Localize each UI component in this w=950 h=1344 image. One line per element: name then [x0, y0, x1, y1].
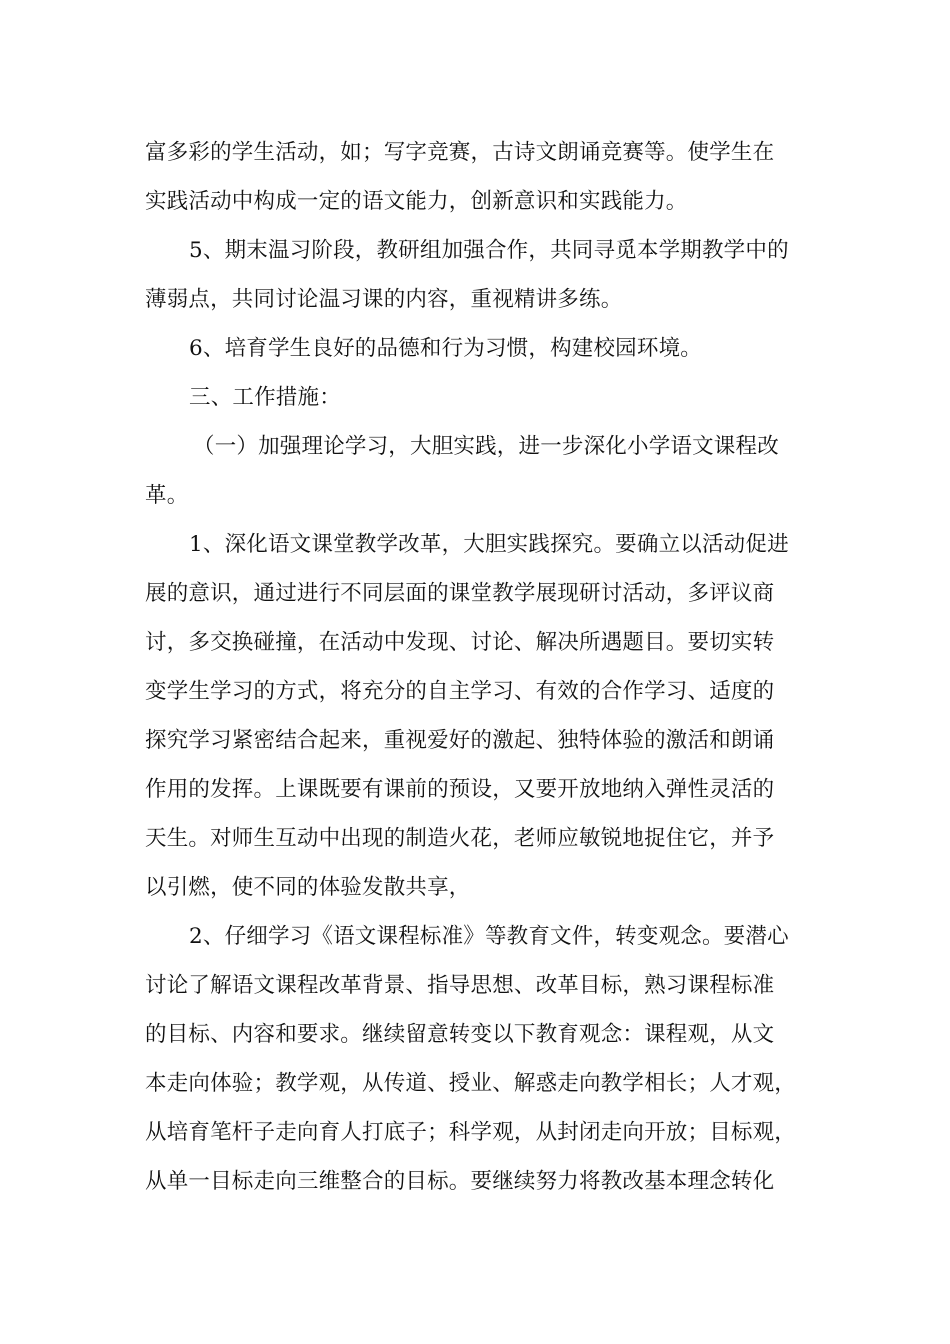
paragraph-line: 本走向体验；教学观，从传道、授业、解惑走向教学相长；人才观，: [145, 1071, 797, 1096]
paragraph-line: 讨，多交换碰撞，在活动中发现、讨论、解决所遇题目。要切实转: [145, 630, 775, 655]
paragraph-line: 从培育笔杆子走向育人打底子；科学观，从封闭走向开放；目标观，: [145, 1120, 797, 1145]
paragraph-line: 展的意识，通过进行不同层面的课堂教学展现研讨活动，多评议商: [145, 581, 775, 606]
paragraph-line: 薄弱点，共同讨论温习课的内容，重视精讲多练。: [145, 287, 623, 312]
paragraph-line: 天生。对师生互动中出现的制造火花，老师应敏锐地捉住它，并予: [145, 826, 775, 851]
paragraph-line: 从单一目标走向三维整合的目标。要继续努力将教改基本理念转化: [145, 1169, 775, 1194]
paragraph-line: 6、培育学生良好的品德和行为习惯，构建校园环境。: [189, 336, 702, 361]
document-body: [145, 128, 825, 1206]
section-heading: 三、工作措施：: [189, 385, 341, 410]
paragraph-line: 探究学习紧密结合起来，重视爱好的激起、独特体验的激活和朗诵: [145, 728, 775, 753]
paragraph-line: 富多彩的学生活动，如；写字竞赛，古诗文朗诵竞赛等。使学生在: [145, 140, 775, 165]
paragraph-line: 作用的发挥。上课既要有课前的预设，又要开放地纳入弹性灵活的: [145, 777, 775, 802]
paragraph-line: 变学生学习的方式，将充分的自主学习、有效的合作学习、适度的: [145, 679, 775, 704]
subsection-heading: （一）加强理论学习，大胆实践，进一步深化小学语文课程改: [193, 434, 779, 459]
paragraph-line: 革。: [145, 483, 189, 508]
paragraph-line: 的目标、内容和要求。继续留意转变以下教育观念：课程观，从文: [145, 1022, 775, 1047]
paragraph-line: 讨论了解语文课程改革背景、指导思想、改革目标，熟习课程标准: [145, 973, 775, 998]
paragraph-line: 以引燃，使不同的体验发散共享，: [145, 875, 471, 900]
paragraph-line: 2、仔细学习《语文课程标准》等教育文件，转变观念。要潜心: [189, 924, 789, 949]
paragraph-line: 实践活动中构成一定的语文能力，创新意识和实践能力。: [145, 189, 688, 214]
paragraph-line: 1、深化语文课堂教学改革，大胆实践探究。要确立以活动促进: [189, 532, 789, 557]
paragraph-line: 5、期末温习阶段，教研组加强合作，共同寻觅本学期教学中的: [189, 238, 789, 263]
